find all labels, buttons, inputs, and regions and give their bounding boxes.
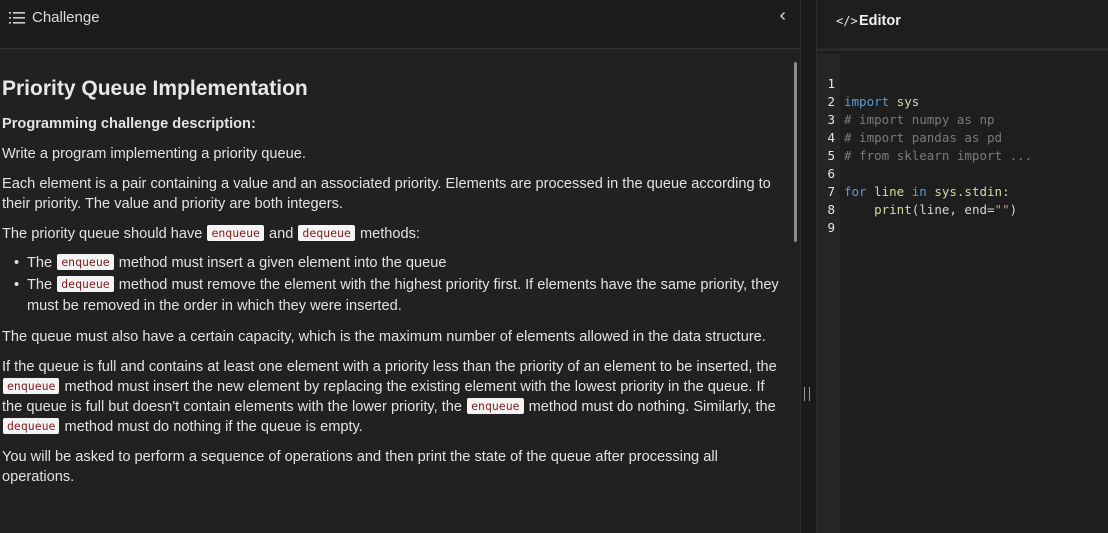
resize-grip-icon[interactable] <box>804 387 810 401</box>
paragraph-methods <box>2 224 787 244</box>
paragraph-capacity: The queue must also have a certain capacity, which is the maximum number of elements allowed in the data structure. <box>2 329 766 345</box>
code-token: in <box>911 184 927 199</box>
code-enqueue: enqueue <box>3 378 59 394</box>
code-editor[interactable] <box>817 57 1108 235</box>
line-number: 5 <box>827 148 835 163</box>
code-token: line <box>866 184 912 199</box>
text: The <box>27 277 53 293</box>
code-comment: # from sklearn import ... <box>844 148 1033 163</box>
text: methods: <box>359 226 420 242</box>
description-scrollbar[interactable] <box>794 62 797 242</box>
line-number: 7 <box>827 184 835 199</box>
line-number: 8 <box>827 202 835 217</box>
paragraph-operations: You will be asked to perform a sequence of operations and then print the state of the queue after processing all operations. <box>2 449 718 485</box>
text: method must do nothing if the queue is empty. <box>64 419 363 435</box>
bullet-icon: • <box>14 277 20 293</box>
code-line <box>817 57 1108 109</box>
description-subhead: Programming challenge description: <box>2 116 256 132</box>
challenge-description <box>2 50 787 487</box>
code-comment: # import pandas as pd <box>844 130 1003 145</box>
text: method must remove the element with the highest priority first. If elements have the same priority, they must be removed in the order in which they were inserted. <box>27 277 779 314</box>
list-icon <box>9 11 25 25</box>
code-comment: # import numpy as np <box>844 112 995 127</box>
line-number: 6 <box>827 166 835 181</box>
code-enqueue: enqueue <box>57 254 113 270</box>
text: and <box>268 226 294 242</box>
text: method must insert a given element into the queue <box>118 255 447 271</box>
paragraph-full-queue <box>2 357 787 437</box>
code-token: ) <box>1009 202 1018 217</box>
line-number: 1 <box>827 76 835 91</box>
code-enqueue: enqueue <box>467 398 523 414</box>
code-dequeue: dequeue <box>3 418 59 434</box>
code-token: sys <box>889 94 920 109</box>
code-token: import <box>844 94 890 109</box>
challenge-header-title: Challenge <box>32 9 100 26</box>
editor-panel <box>817 0 1108 533</box>
line-number: 9 <box>827 220 835 235</box>
editor-title: Editor <box>859 13 901 29</box>
bullet-icon: • <box>14 255 20 271</box>
chevron-left-icon <box>778 11 788 21</box>
text: The <box>27 255 53 271</box>
code-token: "" <box>994 202 1010 217</box>
code-token: sys.stdin <box>926 184 1003 199</box>
line-number: 3 <box>827 112 835 127</box>
text: If the queue is full and contains at least one element with a priority less than the priority of an element to be inserted, the <box>2 359 777 375</box>
line-number: 4 <box>827 130 835 145</box>
challenge-header <box>0 0 800 49</box>
line-number: 2 <box>827 94 835 109</box>
collapse-panel-button[interactable] <box>775 9 791 25</box>
text: method must do nothing. Similarly, the <box>528 399 776 415</box>
code-token: : <box>1002 184 1010 199</box>
code-icon: </> <box>836 14 858 28</box>
code-token: (line, end= <box>911 202 995 217</box>
paragraph-intro: Write a program implementing a priority queue. <box>2 146 306 162</box>
text: method must insert the new element by replacing the existing element with the lowest priority in the queue. If the queue is full but doesn't contain elements with the lower priority, the <box>2 379 765 415</box>
code-token: for <box>844 184 867 199</box>
text: The priority queue should have <box>2 226 203 242</box>
code-line <box>817 201 1108 235</box>
list-item <box>14 275 787 317</box>
code-enqueue: enqueue <box>207 225 263 241</box>
page-title: Priority Queue Implementation <box>2 77 308 100</box>
code-token: print <box>874 202 912 217</box>
paragraph-elements: Each element is a pair containing a value and an associated priority. Elements are processed in the queue according to their priority. The value and priority are both integers. <box>2 176 771 212</box>
code-dequeue: dequeue <box>57 276 113 292</box>
code-line <box>817 147 1108 199</box>
method-list <box>2 253 787 317</box>
code-dequeue: dequeue <box>298 225 354 241</box>
list-item <box>14 253 787 274</box>
panel-resize-divider[interactable] <box>800 0 817 533</box>
editor-header <box>817 0 1108 51</box>
